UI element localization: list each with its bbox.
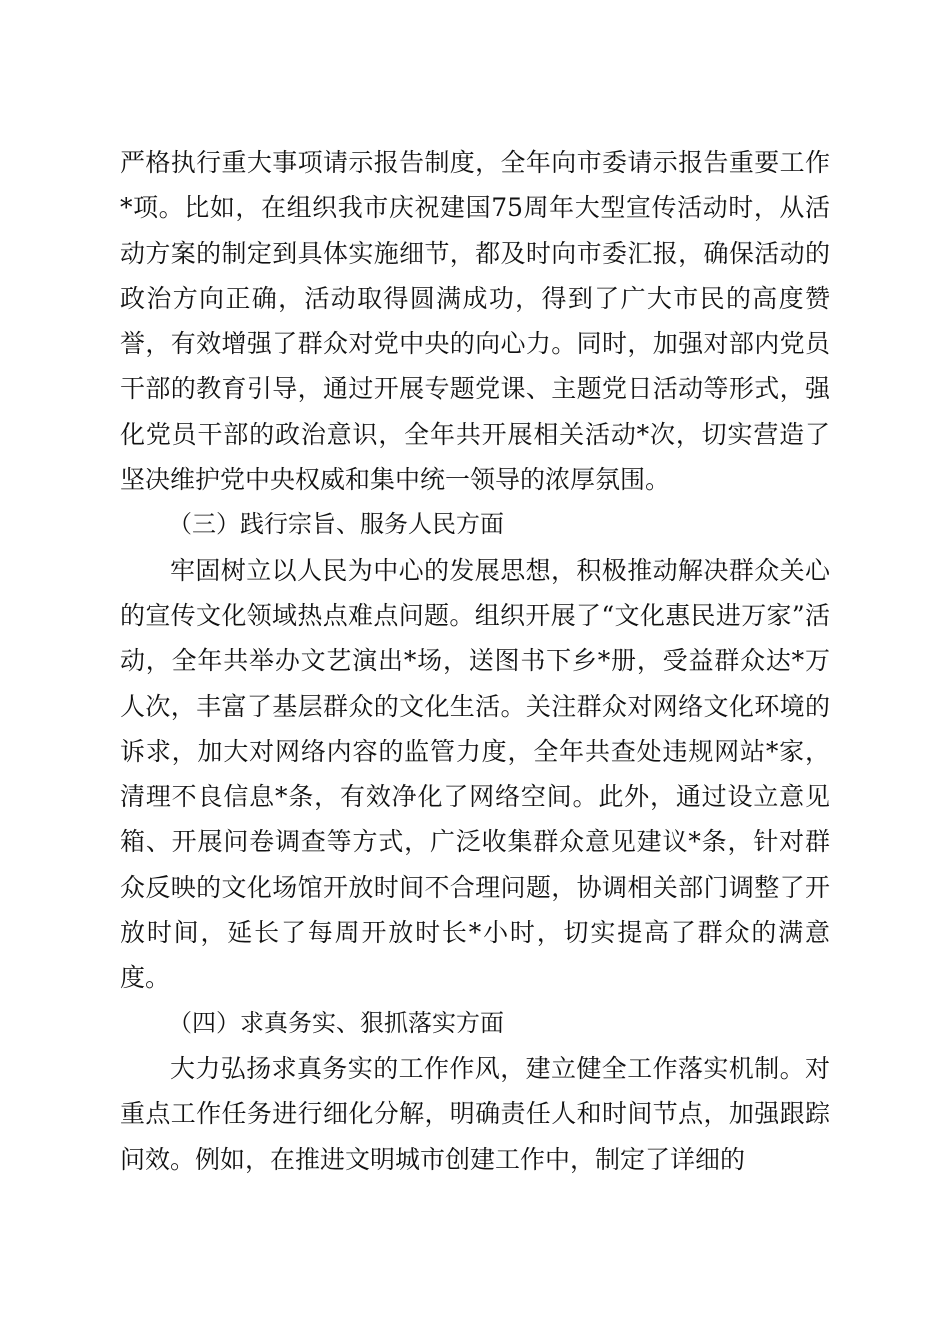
document-body [120,140,830,1182]
section-heading-serve-people: （三）践行宗旨、服务人民方面 [168,510,504,539]
paragraph-serve-people: 牢固树立以人民为中心的发展思想，积极推动解决群众关心的宣传文化领域热点难点问题。组织开展了“文化惠民进万家”活动，全年共举办文艺演出*场，送图书下乡*册，受益群众达*万人次，丰富了基层群众的文化生活。关注群众对网络文化环境的诉求，加大对网络内容的监管力度，全年共查处违规网站*家，清理不良信息*条，有效净化了网络空间。此外，通过设立意见箱、开展问卷调查等方式，广泛收集群众意见建议*条，针对群众反映的文化场馆开放时间不合理问题，协调相关部门调整了开放时间，延长了每周开放时长*小时，切实提高了群众的满意度。 [120,555,830,993]
section-heading-pragmatic-work: （四）求真务实、狠抓落实方面 [168,1008,504,1037]
paragraph-pragmatic-work: 大力弘扬求真务实的工作作风，建立健全工作落实机制。对重点工作任务进行细化分解，明确责任人和时间节点，加强跟踪问效。例如，在推进文明城市创建工作中，制定了详细的 [120,1053,830,1174]
paragraph-political-discipline: 严格执行重大事项请示报告制度，全年向市委请示报告重要工作*项。比如，在组织我市庆祝建国75周年大型宣传活动时，从活动方案的制定到具体实施细节，都及时向市委汇报，确保活动的政治方向正确，活动取得圆满成功，得到了广大市民的高度赞誉，有效增强了群众对党中央的向心力。同时，加强对部内党员干部的教育引导，通过开展专题党课、主题党日活动等形式，强化党员干部的政治意识，全年共开展相关活动*次，切实营造了坚决维护党中央权威和集中统一领导的浓厚氛围。 [120,148,830,495]
